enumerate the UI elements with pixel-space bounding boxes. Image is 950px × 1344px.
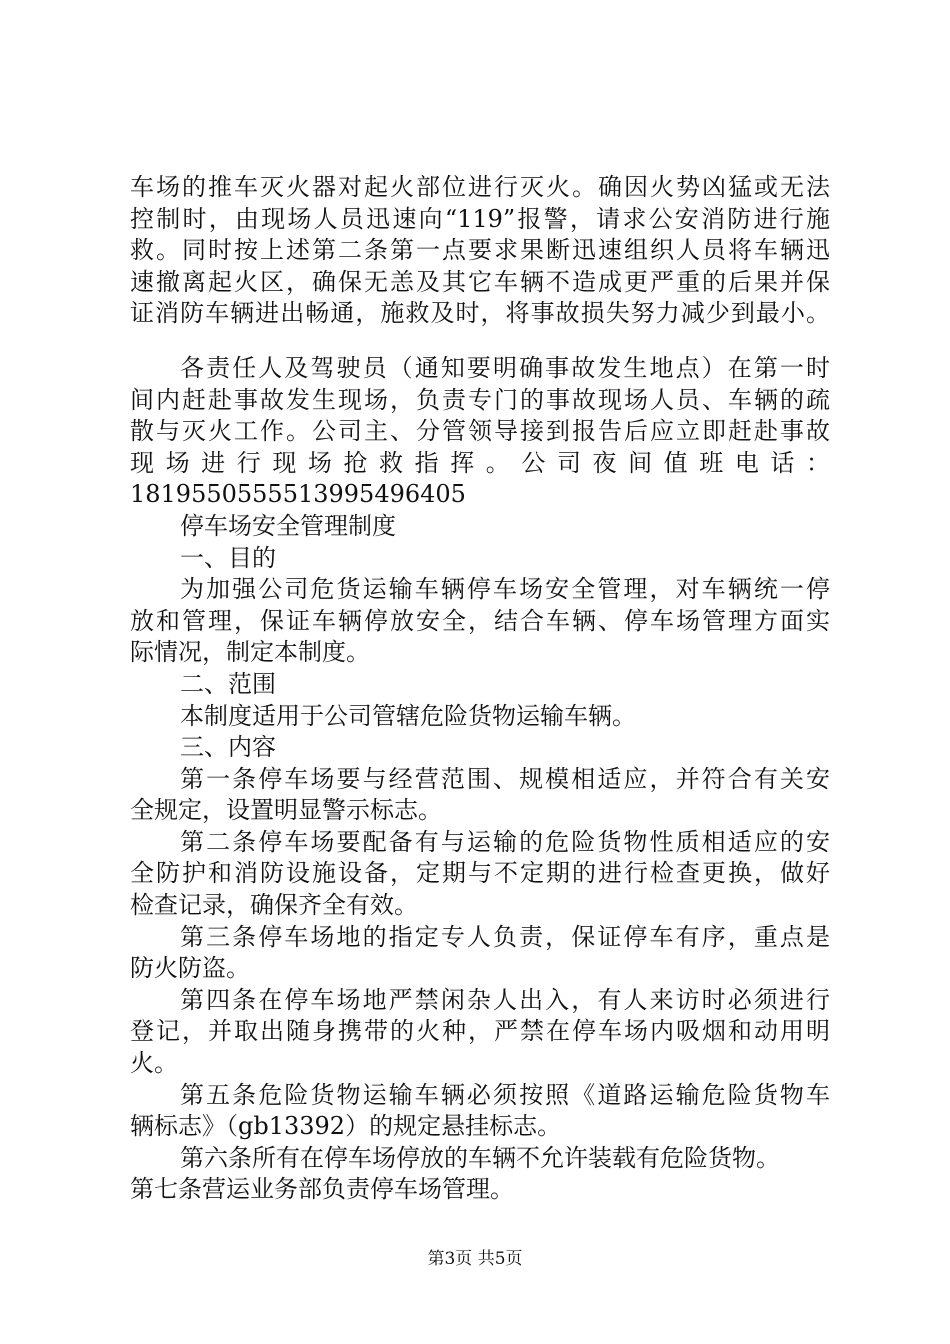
text-line: 火。 bbox=[130, 1049, 178, 1078]
text-line: 为加强公司危货运输车辆停车场安全管理，对车辆统一停 bbox=[180, 575, 830, 604]
heading-scope: 二、范围 bbox=[180, 669, 276, 698]
paragraph-scope: 本制度适用于公司管辖危险货物运输车辆。 bbox=[180, 701, 636, 730]
text-line: 第五条危险货物运输车辆必须按照《道路运输危险货物车 bbox=[180, 1080, 830, 1109]
phone-number: 18195505555139954964​05 bbox=[130, 480, 466, 509]
article-5 bbox=[130, 1080, 830, 1143]
page-footer: 第3页 共5页 bbox=[427, 1249, 523, 1269]
text-line: 救。同时按上述第二条第一点要求果断迅速组织人员将车辆迅 bbox=[130, 236, 830, 265]
text-line: 车场的推车灭火器对起火部位进行灭火。确因火势凶猛或无法 bbox=[130, 173, 830, 201]
text-line: 第四条在停车场地严禁闲杂人出入，有人来访时必须进行 bbox=[180, 985, 830, 1014]
text-line: 际情况，制定本制度。 bbox=[130, 638, 370, 667]
article-3 bbox=[130, 922, 830, 985]
text-line: 间内赶赴事故发生现场，负责专门的事故现场人员、车辆的疏 bbox=[130, 385, 830, 414]
text-line: 散与灭火工作。公司主、分管领导接到报告后应立即赶赴事故 bbox=[130, 417, 830, 446]
article-4 bbox=[130, 985, 830, 1080]
article-2 bbox=[130, 827, 830, 922]
paragraph-gap bbox=[130, 330, 830, 353]
text-line: 登记，并取出随身携带的火种，严禁在停车场内吸烟和动用明 bbox=[130, 1017, 830, 1046]
paragraph-purpose bbox=[130, 574, 830, 669]
heading-purpose: 一、目的 bbox=[180, 543, 276, 572]
heading-content: 三、内容 bbox=[180, 733, 276, 762]
text-line: 各责任人及驾驶员（通知要明确事故发生地点）在第一时 bbox=[180, 353, 830, 382]
article-6: 第六条所有在停车场停放的车辆不允许装载有危险货物。 bbox=[180, 1143, 780, 1172]
text-line: 第三条停车场地的指定专人负责，保证停车有序，重点是 bbox=[180, 922, 830, 951]
text-line: 控制时，由现场人员迅速向“119”报警，请求公安消防进行施 bbox=[130, 204, 830, 233]
paragraph-responsibility bbox=[130, 353, 830, 511]
article-7: 第七条营运业务部负责停车场管理。 bbox=[130, 1175, 514, 1204]
text-line: 放和管理，保证车辆停放安全，结合车辆、停车场管理方面实 bbox=[130, 606, 830, 635]
text-line: 第二条停车场要配备有与运输的危险货物性质相适应的安 bbox=[180, 827, 830, 856]
text-line: 全防护和消防设施设备，定期与不定期的进行检查更换，做好 bbox=[130, 859, 830, 888]
text-line: 第一条停车场要与经营范围、规模相适应，并符合有关安 bbox=[180, 764, 830, 793]
text-line: 全规定，设置明显警示标志。 bbox=[130, 796, 442, 825]
document-body bbox=[130, 172, 830, 1206]
text-line: 证消防车辆进出畅通，施救及时，将事故损失努力减少到最小。 bbox=[130, 299, 830, 328]
text-line: 现场进行现场抢救指挥。公司夜间值班电话： bbox=[130, 448, 830, 477]
section-title: 停车场安全管理制度 bbox=[180, 511, 396, 540]
text-line: 检查记录，确保齐全有效。 bbox=[130, 891, 418, 920]
text-line: 辆标志》（gb13392）的规定悬挂标志。 bbox=[130, 1112, 562, 1141]
article-1 bbox=[130, 764, 830, 827]
paragraph-fire-response bbox=[130, 172, 830, 330]
text-line: 速撤离起火区，确保无恙及其它车辆不造成更严重的后果并保 bbox=[130, 267, 830, 296]
text-line: 防火防盗。 bbox=[130, 954, 250, 983]
